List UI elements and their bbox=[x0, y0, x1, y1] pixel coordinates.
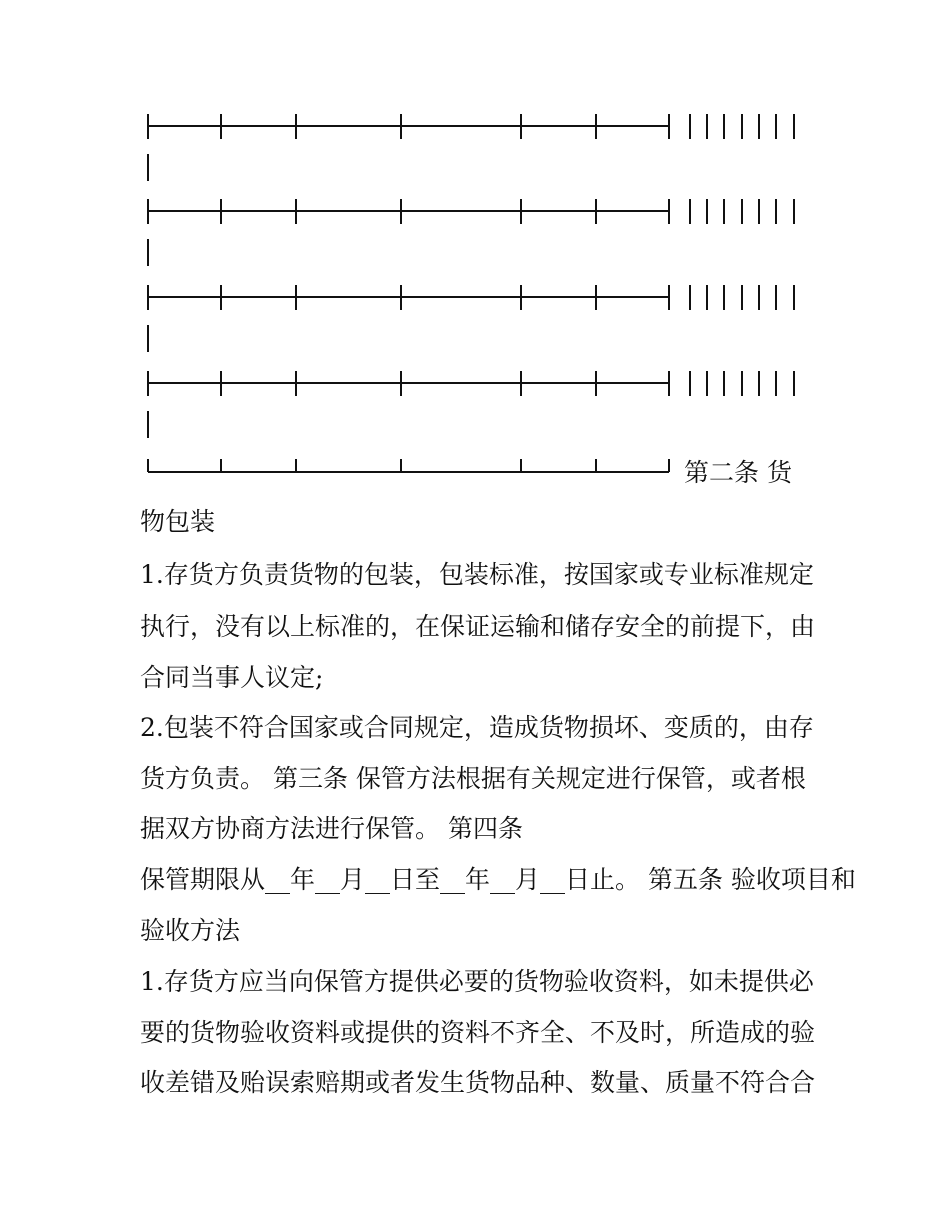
text-line-7: 据双方协商方法进行保管。 第四条 bbox=[140, 814, 523, 843]
text-line-6: 货方负责。 第三条 保管方法根据有关规定进行保管，或者根 bbox=[140, 764, 806, 793]
table-tail-text: 第二条 货 bbox=[684, 458, 792, 487]
text-line-4: 合同当事人议定; bbox=[140, 663, 324, 692]
text-line-12: 收差错及贻误索赔期或者发生货物品种、数量、质量不符合合 bbox=[140, 1068, 816, 1097]
text-line-2: 1.存货方负责货物的包装，包装标准，按国家或专业标准规定 bbox=[140, 560, 814, 589]
table-rules-drawing bbox=[0, 0, 950, 500]
text-line-10: 1.存货方应当向保管方提供必要的货物验收资料，如未提供必 bbox=[140, 967, 814, 996]
text-line-1: 物包装 bbox=[140, 507, 216, 536]
text-line-9: 验收方法 bbox=[140, 916, 241, 945]
text-line-11: 要的货物验收资料或提供的资料不齐全、不及时，所造成的验 bbox=[140, 1018, 816, 1047]
text-line-3: 执行，没有以上标准的，在保证运输和储存安全的前提下，由 bbox=[140, 612, 816, 641]
text-line-8: 保管期限从__年__月__日至__年__月__日止。 第五条 验收项目和 bbox=[140, 865, 856, 894]
text-line-5: 2.包装不符合国家或合同规定，造成货物损坏、变质的，由存 bbox=[140, 713, 814, 742]
